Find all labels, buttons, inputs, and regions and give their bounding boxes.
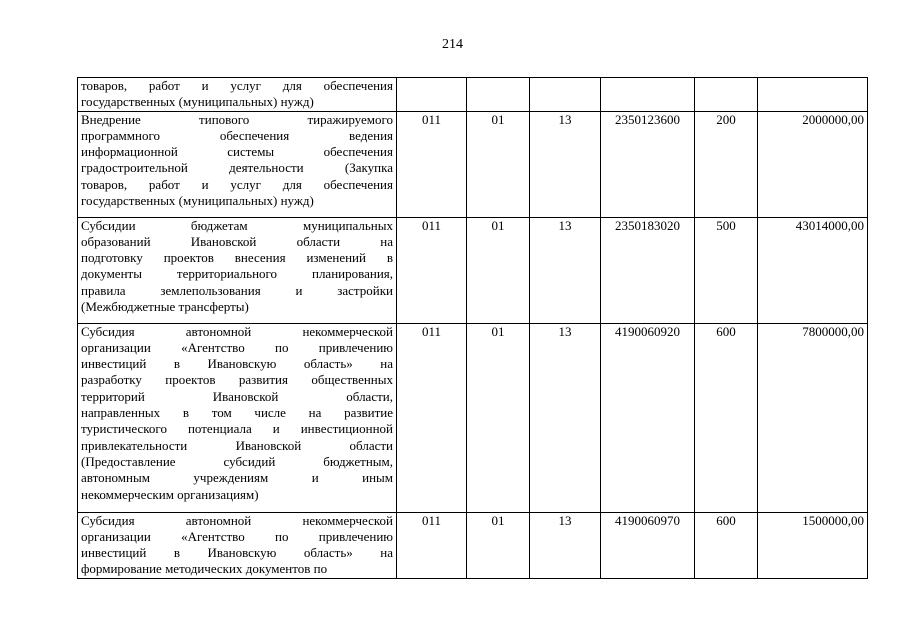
table-row	[78, 217, 868, 323]
description-line: инвестиций в Ивановскую область» на	[81, 356, 393, 372]
expense-kind-cell: 500	[695, 217, 758, 323]
table-row	[78, 111, 868, 217]
description-line: документы территориального планирования,	[81, 266, 393, 282]
target-article-cell	[601, 78, 695, 112]
target-article-cell: 2350123600	[601, 111, 695, 217]
description-line: товаров, работ и услуг для обеспечения	[81, 78, 393, 93]
row-description	[78, 323, 397, 512]
description-line: программного обеспечения ведения	[81, 127, 393, 143]
table-row	[78, 78, 868, 112]
target-article-cell: 4190060970	[601, 512, 695, 578]
description-line: организации «Агентство по привлечению	[81, 528, 393, 544]
subsection-code-cell: 13	[530, 323, 601, 512]
section-code-cell: 01	[467, 111, 530, 217]
budget-table	[77, 77, 868, 579]
description-line: автономным учреждениям и иным	[81, 470, 393, 486]
subsection-code-cell: 13	[530, 111, 601, 217]
table-body	[78, 78, 868, 579]
description-line: информационной системы обеспечения	[81, 144, 393, 160]
description-line: Внедрение типового тиражируемого	[81, 111, 393, 127]
description-line: товаров, работ и услуг для обеспечения	[81, 176, 393, 192]
description-line: (Межбюджетные трансферты)	[81, 299, 249, 315]
description-line: инвестиций в Ивановскую область» на	[81, 545, 393, 561]
description-line: (Предоставление субсидий бюджетным,	[81, 453, 393, 469]
description-line: государственных (муниципальных) нужд)	[81, 94, 314, 110]
ministry-code-cell	[397, 78, 467, 112]
description-line: образований Ивановской области на	[81, 233, 393, 249]
description-line: туристического потенциала и инвестиционной	[81, 421, 393, 437]
row-description	[78, 78, 397, 112]
description-line: Субсидия автономной некоммерческой	[81, 512, 393, 528]
description-line: Субсидии бюджетам муниципальных	[81, 217, 393, 233]
description-line: правила землепользования и застройки	[81, 282, 393, 298]
row-description	[78, 111, 397, 217]
description-line: Субсидия автономной некоммерческой	[81, 323, 393, 339]
description-line: организации «Агентство по привлечению	[81, 339, 393, 355]
ministry-code-cell: 011	[397, 323, 467, 512]
description-line: территорий Ивановской области,	[81, 388, 393, 404]
description-line: градостроительной деятельности (Закупка	[81, 160, 393, 176]
expense-kind-cell: 600	[695, 323, 758, 512]
page-number: 214	[442, 37, 463, 52]
description-line: подготовку проектов внесения изменений в	[81, 250, 393, 266]
ministry-code-cell: 011	[397, 111, 467, 217]
target-article-cell: 2350183020	[601, 217, 695, 323]
amount-cell: 7800000,00	[758, 323, 868, 512]
table-row	[78, 323, 868, 512]
description-line: привлекательности Ивановской области	[81, 437, 393, 453]
ministry-code-cell: 011	[397, 217, 467, 323]
expense-kind-cell	[695, 78, 758, 112]
amount-cell: 43014000,00	[758, 217, 868, 323]
subsection-code-cell: 13	[530, 512, 601, 578]
subsection-code-cell	[530, 78, 601, 112]
description-line: формирование методических документов по	[81, 561, 328, 577]
description-line: государственных (муниципальных) нужд)	[81, 193, 314, 209]
ministry-code-cell: 011	[397, 512, 467, 578]
expense-kind-cell: 200	[695, 111, 758, 217]
row-description	[78, 217, 397, 323]
table-row	[78, 512, 868, 578]
description-line: направленных в том числе на развитие	[81, 405, 393, 421]
amount-cell	[758, 78, 868, 112]
row-description	[78, 512, 397, 578]
amount-cell: 1500000,00	[758, 512, 868, 578]
description-line: разработку проектов развития общественных	[81, 372, 393, 388]
description-line: некоммерческим организациям)	[81, 486, 259, 502]
section-code-cell: 01	[467, 512, 530, 578]
target-article-cell: 4190060920	[601, 323, 695, 512]
section-code-cell: 01	[467, 217, 530, 323]
subsection-code-cell: 13	[530, 217, 601, 323]
section-code-cell: 01	[467, 323, 530, 512]
section-code-cell	[467, 78, 530, 112]
amount-cell: 2000000,00	[758, 111, 868, 217]
expense-kind-cell: 600	[695, 512, 758, 578]
